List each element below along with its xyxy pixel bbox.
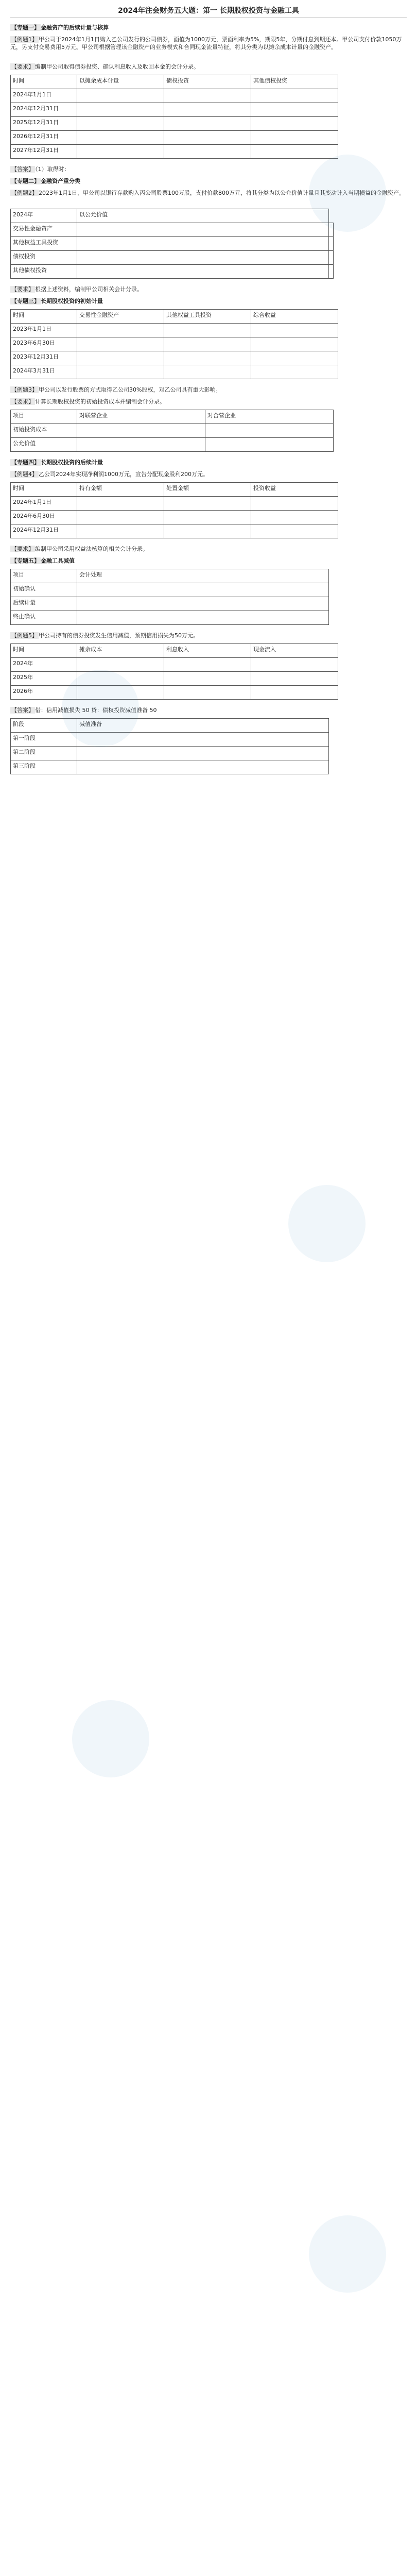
table-row xyxy=(11,658,338,672)
table-header: 处置金额 xyxy=(164,483,251,497)
table-cell xyxy=(164,511,251,524)
table-cell: 2024年1月1日 xyxy=(11,89,77,103)
table-t3 xyxy=(10,309,338,379)
table-cell: 2024年12月31日 xyxy=(11,103,77,117)
table-header: 会计处理 xyxy=(77,569,329,583)
table-header: 持有金额 xyxy=(77,483,164,497)
table-cell xyxy=(77,223,329,237)
table-cell: 2025年12月31日 xyxy=(11,117,77,131)
table-cell xyxy=(77,145,164,159)
table-header: 时间 xyxy=(11,75,77,89)
table-cell: 2023年1月1日 xyxy=(11,324,77,337)
table-row xyxy=(11,131,338,145)
paragraph xyxy=(10,285,407,293)
table-cell: 2024年3月31日 xyxy=(11,365,77,379)
table-cell xyxy=(77,103,164,117)
table-cell xyxy=(251,117,338,131)
table-cell: 债权投资 xyxy=(11,251,77,265)
table-row xyxy=(11,611,329,625)
table-cell xyxy=(77,265,329,279)
table-cell xyxy=(77,497,164,511)
paragraph xyxy=(10,470,407,478)
table-cell xyxy=(77,424,205,438)
table-header: 时间 xyxy=(11,310,77,324)
table-cell: 初始投资成本 xyxy=(11,424,77,438)
table-row xyxy=(11,365,338,379)
table-row xyxy=(11,524,338,538)
para-label: 【要求】 xyxy=(11,63,34,70)
table-cell xyxy=(251,524,338,538)
table-t1 xyxy=(10,75,338,159)
table-cell: 2027年12月31日 xyxy=(11,145,77,159)
table-row xyxy=(11,103,338,117)
table-cell: 第三阶段 xyxy=(11,760,77,774)
para-text: 借：信用减值损失 50 贷：债权投资减值准备 50 xyxy=(35,707,157,714)
table-cell xyxy=(164,365,251,379)
table-cell xyxy=(77,583,329,597)
table-cell xyxy=(164,497,251,511)
para-text: 金融工具减值 xyxy=(41,557,75,564)
table-cell xyxy=(77,324,164,337)
para-label: 【要求】 xyxy=(11,286,34,293)
table-row xyxy=(11,89,338,103)
table-cell: 2024年12月31日 xyxy=(11,524,77,538)
para-text: 计算长期股权投资的初始投资成本并编制会计分录。 xyxy=(35,398,165,405)
table-cell: 终止确认 xyxy=(11,611,77,625)
table-row xyxy=(11,760,329,774)
table-row xyxy=(11,223,334,237)
paragraph xyxy=(10,386,407,394)
table-row xyxy=(11,237,334,251)
table-header: 综合收益 xyxy=(251,310,338,324)
table-header: 现金流入 xyxy=(251,644,338,658)
table-cell xyxy=(329,265,334,279)
table-row xyxy=(11,117,338,131)
section-heading xyxy=(10,459,407,466)
table-cell: 2026年12月31日 xyxy=(11,131,77,145)
para-label: 【例题4】 xyxy=(11,471,38,478)
table-cell xyxy=(77,251,329,265)
table-row xyxy=(11,424,334,438)
table-cell xyxy=(164,337,251,351)
table-header: 交易性金融资产 xyxy=(77,310,164,324)
table-t8 xyxy=(10,718,329,774)
table-cell xyxy=(205,438,334,452)
table-cell xyxy=(251,686,338,700)
paragraph xyxy=(10,63,407,71)
table-cell: 其他权益工具投资 xyxy=(11,237,77,251)
table-cell xyxy=(164,145,251,159)
table-cell xyxy=(164,524,251,538)
table-cell xyxy=(164,324,251,337)
table-cell xyxy=(329,237,334,251)
watermark-logo xyxy=(309,155,386,232)
table-t7 xyxy=(10,643,338,700)
para-text: 2023年1月1日，甲公司以银行存款购入丙公司股票100万股，支付价款800万元，将其分类为以公允价值计量且其变动计入当期损益的金融资产。 xyxy=(39,190,405,196)
table-cell: 2024年1月1日 xyxy=(11,497,77,511)
table-cell xyxy=(77,131,164,145)
page-title: 2024年注会财务五大题：第一 长期股权投资与金融工具 xyxy=(118,7,299,15)
table-cell xyxy=(77,658,164,672)
table-cell: 2026年 xyxy=(11,686,77,700)
para-text: 编制甲公司采用权益法核算的相关会计分录。 xyxy=(35,546,148,552)
table-cell xyxy=(164,117,251,131)
table-cell xyxy=(164,658,251,672)
table-cell xyxy=(77,747,329,760)
table-row xyxy=(11,145,338,159)
table-cell xyxy=(164,672,251,686)
para-label: 【专题三】 xyxy=(11,298,40,304)
paragraph xyxy=(10,545,407,553)
table-cell xyxy=(164,131,251,145)
table-cell: 初始确认 xyxy=(11,583,77,597)
table-header: 减值准备 xyxy=(77,719,329,733)
para-text: 长期股权投资的后续计量 xyxy=(41,459,103,466)
table-header: 以公允价值 xyxy=(77,209,329,223)
table-cell xyxy=(77,117,164,131)
table-row xyxy=(11,497,338,511)
table-cell xyxy=(205,424,334,438)
table-header: 利息收入 xyxy=(164,644,251,658)
table-cell: 交易性金融资产 xyxy=(11,223,77,237)
para-label: 【要求】 xyxy=(11,398,34,405)
para-text: 甲公司于2024年1月1日购入乙公司发行的公司债券，面值为1000万元，票面利率为5%，期限5年，分期付息到期还本。甲公司支付价款1050万元，另支付交易费用5万元。甲公司根据管理该金融资产的业务模式和合同现金流量特征，将其分类为以摊余成本计量的金融资产。 xyxy=(10,36,402,50)
section-heading xyxy=(10,297,407,305)
para-label: 【例题3】 xyxy=(11,386,38,393)
table-cell xyxy=(251,131,338,145)
table-header: 2024年 xyxy=(11,209,77,223)
table-cell: 2023年12月31日 xyxy=(11,351,77,365)
table-cell: 2023年6月30日 xyxy=(11,337,77,351)
para-text: 甲公司以发行股票的方式取得乙公司30%股权，对乙公司具有重大影响。 xyxy=(39,386,221,393)
table-t4 xyxy=(10,410,334,452)
table-cell xyxy=(77,597,329,611)
para-text: （1）取得时： xyxy=(35,166,70,173)
table-cell xyxy=(251,672,338,686)
table-row xyxy=(11,597,329,611)
table-cell xyxy=(164,686,251,700)
table-header: 阶段 xyxy=(11,719,77,733)
table-cell xyxy=(251,511,338,524)
table-cell: 第一阶段 xyxy=(11,733,77,747)
table-cell xyxy=(77,237,329,251)
section-heading xyxy=(10,24,407,31)
table-row xyxy=(11,747,329,760)
section-heading xyxy=(10,557,407,565)
table-header: 对联营企业 xyxy=(77,410,205,424)
table-row xyxy=(11,511,338,524)
table-row xyxy=(11,265,334,279)
table-cell xyxy=(251,103,338,117)
para-label: 【专题一】 xyxy=(11,24,40,31)
para-text: 长期股权投资的初始计量 xyxy=(41,298,103,304)
para-label: 【例题5】 xyxy=(11,632,38,639)
table-cell xyxy=(164,351,251,365)
table-header: 项目 xyxy=(11,410,77,424)
table-cell xyxy=(164,103,251,117)
table-cell xyxy=(77,337,164,351)
table-cell xyxy=(77,351,164,365)
para-label: 【专题二】 xyxy=(11,178,40,184)
table-cell: 第二阶段 xyxy=(11,747,77,760)
table-t5 xyxy=(10,482,338,538)
para-text: 编制甲公司取得债券投资、确认利息收入及收回本金的会计分录。 xyxy=(35,63,199,70)
table-cell xyxy=(77,511,164,524)
table-header: 以摊余成本计量 xyxy=(77,75,164,89)
table-cell xyxy=(251,365,338,379)
table-row xyxy=(11,438,334,452)
table-row xyxy=(11,337,338,351)
table-cell xyxy=(251,351,338,365)
table-cell xyxy=(251,145,338,159)
table-cell xyxy=(77,89,164,103)
para-text: 金融资产的后续计量与核算 xyxy=(41,24,109,31)
table-cell: 2024年 xyxy=(11,658,77,672)
table-cell xyxy=(77,611,329,625)
table-header: 项目 xyxy=(11,569,77,583)
table-row xyxy=(11,583,329,597)
watermark-logo xyxy=(309,2215,386,2293)
para-label: 【答案】 xyxy=(11,166,34,173)
table-header: 其他权益工具投资 xyxy=(164,310,251,324)
table-cell: 2025年 xyxy=(11,672,77,686)
table-t2 xyxy=(10,209,334,279)
para-text: 根据上述资料，编制甲公司相关会计分录。 xyxy=(35,286,143,293)
table-header: 摊余成本 xyxy=(77,644,164,658)
table-t6 xyxy=(10,569,329,625)
para-label: 【答案】 xyxy=(11,707,34,714)
table-header: 投资收益 xyxy=(251,483,338,497)
table-cell xyxy=(329,251,334,265)
table-cell: 2024年6月30日 xyxy=(11,511,77,524)
table-cell xyxy=(77,365,164,379)
paragraph xyxy=(10,632,407,639)
table-cell xyxy=(77,438,205,452)
table-cell xyxy=(251,658,338,672)
table-row xyxy=(11,672,338,686)
para-label: 【例题1】 xyxy=(11,36,38,43)
table-cell xyxy=(164,89,251,103)
table-cell xyxy=(251,89,338,103)
table-cell: 其他债权投资 xyxy=(11,265,77,279)
para-label: 【专题五】 xyxy=(11,557,40,564)
table-row xyxy=(11,251,334,265)
para-label: 【要求】 xyxy=(11,546,34,552)
table-cell xyxy=(77,524,164,538)
table-header: 其他债权投资 xyxy=(251,75,338,89)
table-header: 时间 xyxy=(11,644,77,658)
table-cell xyxy=(251,337,338,351)
para-text: 乙公司2024年实现净利润1000万元，宣告分配现金股利200万元。 xyxy=(39,471,208,478)
table-row xyxy=(11,733,329,747)
table-row xyxy=(11,686,338,700)
paragraph xyxy=(10,36,407,51)
watermark-logo xyxy=(72,1700,149,1777)
table-cell xyxy=(251,324,338,337)
para-label: 【专题四】 xyxy=(11,459,40,466)
table-header: 债权投资 xyxy=(164,75,251,89)
table-row xyxy=(11,351,338,365)
para-label: 【例题2】 xyxy=(11,190,38,196)
table-cell: 后续计量 xyxy=(11,597,77,611)
watermark-logo xyxy=(62,670,139,747)
table-header: 对合营企业 xyxy=(205,410,334,424)
table-row xyxy=(11,324,338,337)
table-cell: 公允价值 xyxy=(11,438,77,452)
table-cell xyxy=(251,497,338,511)
table-cell xyxy=(77,760,329,774)
paragraph xyxy=(10,398,407,405)
table-header: 时间 xyxy=(11,483,77,497)
para-text: 甲公司持有的债券投资发生信用减值，预期信用损失为50万元。 xyxy=(39,632,199,639)
watermark-logo xyxy=(288,1185,366,1262)
para-text: 金融资产重分类 xyxy=(41,178,80,184)
